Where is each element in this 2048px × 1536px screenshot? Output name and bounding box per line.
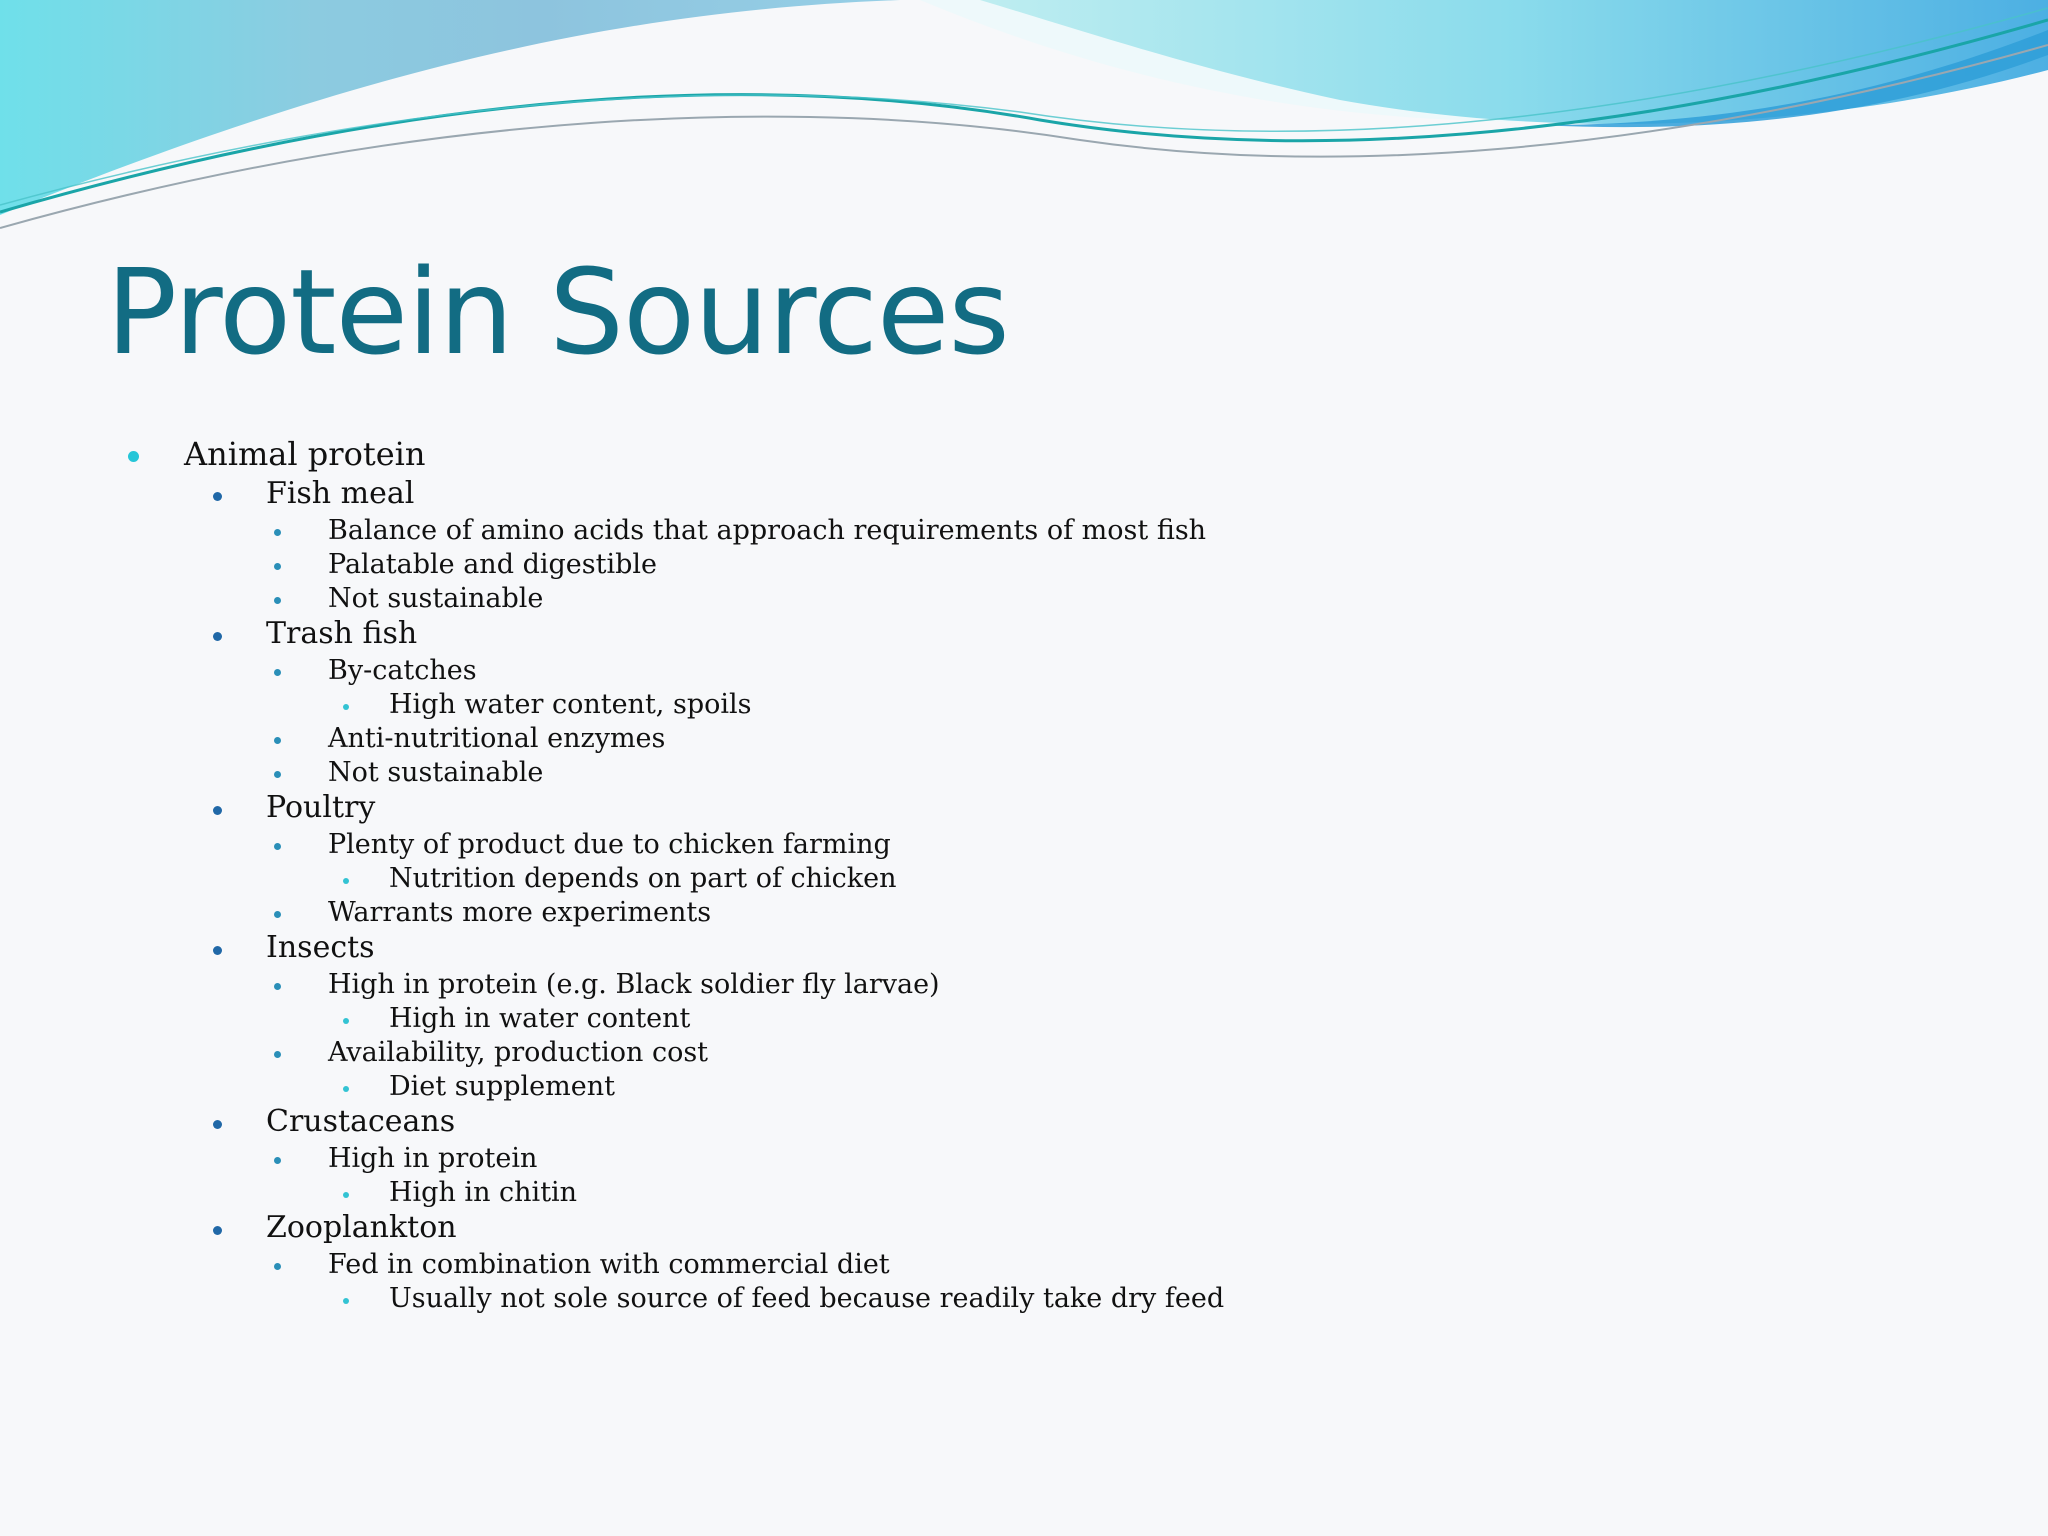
bullet-icon xyxy=(274,1263,281,1270)
list-item-text: Nutrition depends on part of chicken xyxy=(389,863,897,894)
list-item xyxy=(328,971,940,998)
list-item-text: Fish meal xyxy=(266,476,415,511)
list-item xyxy=(266,790,376,825)
bullet-icon xyxy=(274,737,281,744)
list-item xyxy=(389,865,897,892)
list-item xyxy=(184,435,426,473)
list-item-text: Poultry xyxy=(266,790,376,825)
list-item-text: Animal protein xyxy=(184,435,426,473)
bullet-icon xyxy=(274,669,281,676)
list-item xyxy=(328,585,543,612)
wave-header-decoration xyxy=(0,0,2048,240)
list-item-text: Trash fish xyxy=(266,616,418,651)
list-item xyxy=(266,1104,456,1139)
list-item xyxy=(328,1039,708,1066)
bullet-icon xyxy=(128,451,139,462)
bullet-icon xyxy=(343,1086,349,1092)
bullet-icon xyxy=(213,1226,222,1235)
bullet-icon xyxy=(274,1157,281,1164)
list-item xyxy=(328,657,477,684)
list-item xyxy=(328,725,665,752)
bullet-icon xyxy=(343,1018,349,1024)
list-item-text: High in protein xyxy=(328,1143,538,1174)
bullet-icon xyxy=(274,597,281,604)
list-item-text: Diet supplement xyxy=(389,1071,615,1102)
list-item xyxy=(328,1251,890,1278)
list-item-text: By-catches xyxy=(328,655,477,686)
bullet-icon xyxy=(274,529,281,536)
list-item-text: High in water content xyxy=(389,1003,691,1034)
list-item-text: Availability, production cost xyxy=(328,1037,709,1068)
list-item-text: Not sustainable xyxy=(328,757,544,788)
bullet-icon xyxy=(343,1192,349,1198)
bullet-icon xyxy=(274,983,281,990)
bullet-icon xyxy=(213,632,222,641)
list-item-text: Plenty of product due to chicken farming xyxy=(328,829,891,860)
bullet-icon xyxy=(213,492,222,501)
bullet-icon xyxy=(274,843,281,850)
list-item xyxy=(266,476,415,511)
list-item xyxy=(389,1179,577,1206)
list-item xyxy=(328,759,543,786)
list-item xyxy=(389,691,751,718)
list-item xyxy=(266,930,375,965)
bullet-icon xyxy=(274,911,281,918)
bullet-icon xyxy=(274,563,281,570)
list-item xyxy=(389,1005,690,1032)
list-item-text: Warrants more experiments xyxy=(328,897,712,928)
list-item-text: Insects xyxy=(266,930,375,965)
list-item-text: High in chitin xyxy=(389,1177,578,1208)
list-item-text: Crustaceans xyxy=(266,1104,456,1139)
bullet-icon xyxy=(343,704,349,710)
list-item-text: Fed in combination with commercial diet xyxy=(328,1249,890,1280)
bullet-icon xyxy=(213,1120,222,1129)
list-item-text: High in protein (e.g. Black soldier fly larvae) xyxy=(328,969,940,1000)
list-item-text: Palatable and digestible xyxy=(328,549,657,580)
list-item xyxy=(389,1285,1224,1312)
bullet-icon xyxy=(213,806,222,815)
bullet-icon xyxy=(274,771,281,778)
list-item-text: High water content, spoils xyxy=(389,689,752,720)
bullet-icon xyxy=(343,1298,349,1304)
list-item-text: Zooplankton xyxy=(266,1210,457,1245)
list-item xyxy=(266,616,418,651)
list-item xyxy=(328,899,711,926)
list-item-text: Balance of amino acids that approach requirements of most fish xyxy=(328,515,1207,546)
bullet-icon xyxy=(343,878,349,884)
bullet-icon xyxy=(274,1051,281,1058)
slide-title: Protein Sources xyxy=(106,243,1009,381)
list-item xyxy=(328,551,657,578)
list-item xyxy=(328,1145,537,1172)
list-item-text: Not sustainable xyxy=(328,583,544,614)
list-item xyxy=(389,1073,615,1100)
list-item xyxy=(328,831,891,858)
list-item xyxy=(328,517,1206,544)
list-item-text: Anti-nutritional enzymes xyxy=(328,723,666,754)
bullet-icon xyxy=(213,946,222,955)
list-item xyxy=(266,1210,457,1245)
list-item-text: Usually not sole source of feed because readily take dry feed xyxy=(389,1283,1225,1314)
